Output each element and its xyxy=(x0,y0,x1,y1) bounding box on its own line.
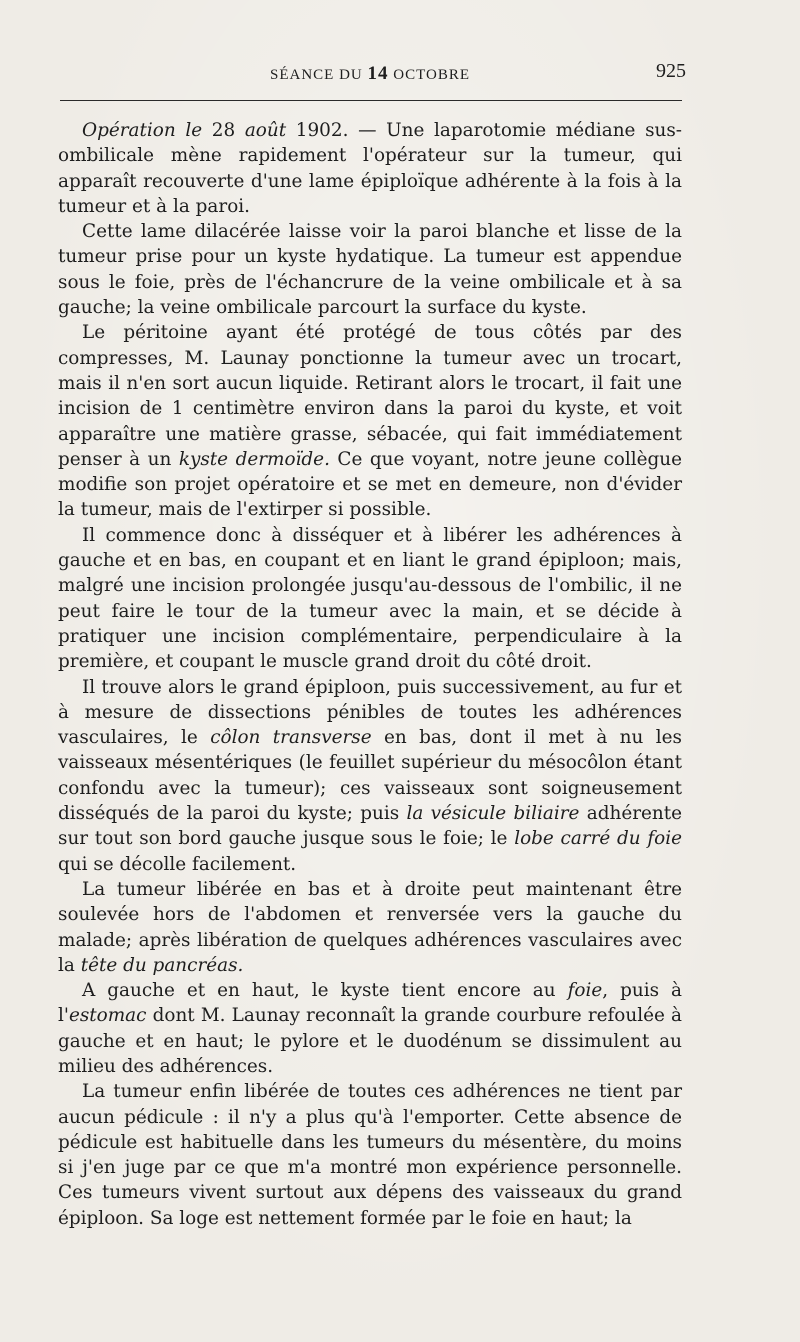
italic-text: la vésicule biliaire xyxy=(406,803,580,825)
title-right: OCTOBRE xyxy=(388,67,470,83)
paragraph-4 xyxy=(58,523,682,675)
text-run: Il trouve alors le grand épiploon, puis successivement, au fur et à mesure de dissections pénibles de toutes les adhérences vasculaires, le xyxy=(58,676,682,749)
paragraph-1 xyxy=(58,118,682,219)
text-run: adhérente sur tout son bord gauche jusque sous le foie; le xyxy=(58,803,682,850)
text-run: Cette lame dilacérée laisse voir la paroi blanche et lisse de la tumeur prise pour un kyste hydatique. La tumeur est appendue sous le foie, près de l'échancrure de la veine ombilicale et à sa gauche; la veine ombilicale parcourt la surface du kyste. xyxy=(58,221,682,319)
paragraph-5 xyxy=(58,675,682,877)
text-run: 28 xyxy=(202,120,245,141)
paragraph-7 xyxy=(58,978,682,1079)
text-run: A gauche et en haut, le kyste tient encore au xyxy=(82,980,568,1002)
title-date-number: 14 xyxy=(367,63,389,84)
text-run: , puis à l' xyxy=(58,980,682,1027)
italic-text: lobe carré du foie xyxy=(514,828,683,850)
paragraph-6 xyxy=(58,877,682,978)
header-rule xyxy=(60,100,682,101)
italic-text: Opération le xyxy=(82,120,203,141)
paragraph-3 xyxy=(58,320,682,522)
running-head-title xyxy=(58,63,682,85)
italic-text: kyste dermoïde. xyxy=(178,448,330,470)
italic-text: août xyxy=(244,120,287,141)
running-head xyxy=(58,60,686,86)
italic-text: foie xyxy=(567,980,603,1002)
text-run: dont M. Launay reconnaît la grande courbure refoulée à gauche et en haut; le pylore et le duodénum se dissimulent au milieu des adhérences. xyxy=(58,1005,682,1077)
text-run: Le péritoine ayant été protégé de tous côtés par des compresses, M. Launay ponctionne la tumeur avec un trocart, mais il n'en sort aucun liquide. Retirant alors le trocart, il fait une incision de 1 centimètre environ dans la paroi du kyste, et voit apparaître une matière grasse, sébacée, qui fait immédiatement penser à un xyxy=(58,322,682,470)
page-number: 925 xyxy=(656,60,686,82)
paragraph-2 xyxy=(58,219,682,320)
text-run: en bas, dont il met à nu les vaisseaux mésentériques (le feuillet supérieur du mésocôlon étant confondu avec la tumeur); ces vaisseaux sont soigneusement disséqués de la paroi du kyste; puis xyxy=(58,727,682,825)
title-left: SÉANCE DU xyxy=(270,67,368,83)
text-run: La tumeur enfin libérée de toutes ces adhérences ne tient par aucun pédicule : il n'y a plus qu'à l'emporter. Cette absence de pédicule est habituelle dans les tumeurs du mésentère, du moins si j'en juge par ce que m'a montré mon expérience personnelle. Ces tumeurs vivent surtout aux dépens des vaisseaux du grand épiploon. Sa loge est nettement formée par le foie en haut; la xyxy=(58,1081,682,1229)
body-text xyxy=(58,118,682,1231)
italic-text: côlon transverse xyxy=(210,727,372,749)
text-run: Il commence donc à disséquer et à libérer les adhérences à gauche et en bas, en coupant et en liant le grand épiploon; mais, malgré une incision prolongée jusqu'au-dessous de l'ombilic, il ne peut faire le tour de la tumeur avec la main, et se décide à pratiquer une incision complémentaire, perpendiculaire à la première, et coupant le muscle grand droit du côté droit. xyxy=(58,524,682,673)
italic-text: estomac xyxy=(68,1005,147,1027)
text-run: La tumeur libérée en bas et à droite peut maintenant être soulevée hors de l'abdomen et renversée vers la gauche du malade; après libération de quelques adhérences vasculaires avec la xyxy=(58,878,682,976)
text-run: qui se décolle facilement. xyxy=(58,853,297,875)
paragraph-8 xyxy=(58,1079,682,1231)
italic-text: tête du pancréas. xyxy=(80,954,244,976)
text-run: Ce que voyant, notre jeune collègue modifie son projet opératoire et se met en demeure, non d'évider la tumeur, mais de l'extirper si possible. xyxy=(58,448,683,521)
text-run: 1902. — Une laparotomie médiane sus-ombilicale mène rapidement l'opérateur sur la tumeur, qui apparaît recouverte d'une lame épiploïque adhérente à la fois à la tumeur et à la paroi. xyxy=(58,120,683,217)
